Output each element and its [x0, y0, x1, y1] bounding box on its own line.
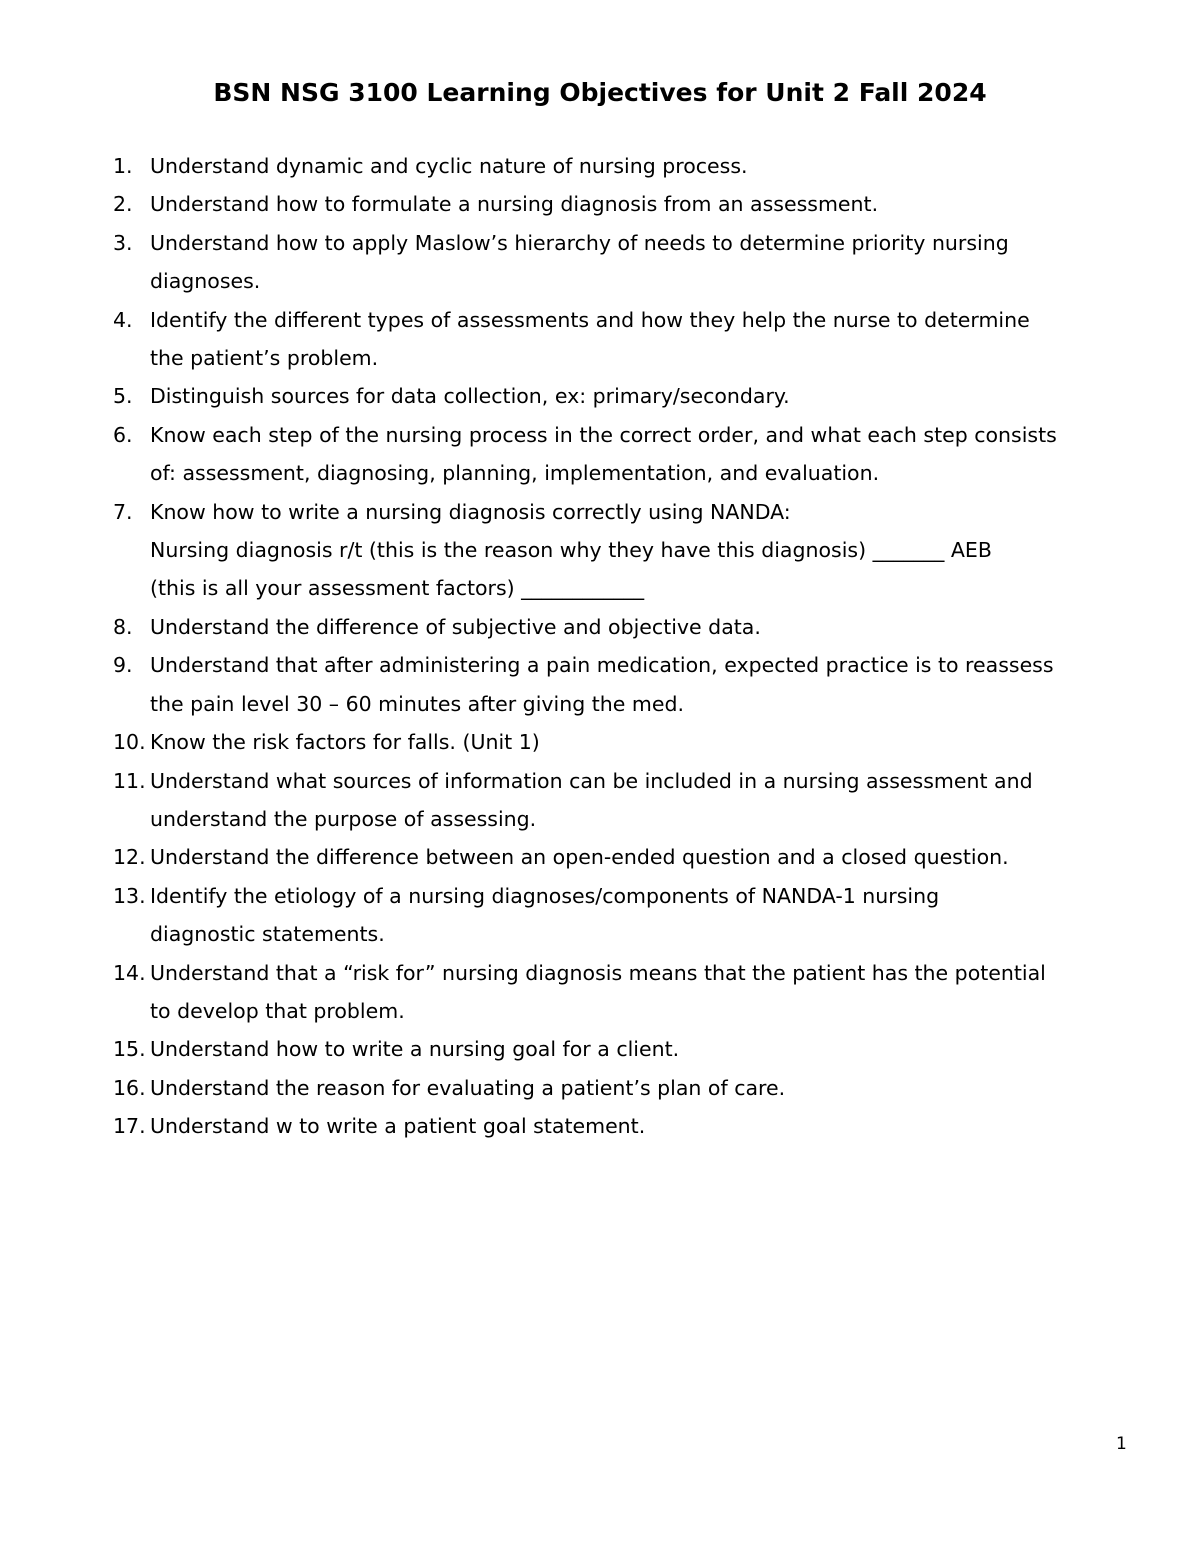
objective-text-line: Know how to write a nursing diagnosis correctly using NANDA:	[150, 499, 791, 524]
objective-text-line: the patient’s problem.	[150, 346, 379, 371]
objective-number: 4.	[113, 307, 133, 332]
objective-text-line: Know the risk factors for falls. (Unit 1)	[150, 730, 540, 755]
objective-number: 11.	[113, 768, 146, 793]
document-title: BSN NSG 3100 Learning Objectives for Unit 2 Fall 2024	[213, 78, 987, 107]
objective-text-line: (this is all your assessment factors) ____________	[150, 576, 645, 601]
objective-text-line: the pain level 30 – 60 minutes after giving the med.	[150, 691, 685, 716]
objective-text-line: Identify the etiology of a nursing diagnoses/components of NANDA-1 nursing	[150, 883, 940, 908]
objective-text-line: Understand dynamic and cyclic nature of nursing process.	[150, 154, 748, 178]
objective-item	[113, 185, 1143, 223]
objective-number: 17.	[113, 1114, 146, 1139]
objective-number: 8.	[113, 614, 133, 639]
objective-item	[113, 493, 1143, 608]
objective-number: 16.	[113, 1075, 146, 1100]
objective-text-line: Understand that a “risk for” nursing diagnosis means that the patient has the potential	[150, 960, 1046, 985]
objective-text-line: Understand the reason for evaluating a patient’s plan of care.	[150, 1075, 786, 1100]
objective-number: 7.	[113, 499, 133, 524]
objective-text-line: Understand what sources of information can be included in a nursing assessment and	[150, 768, 1033, 793]
objective-item	[113, 377, 1143, 415]
objective-text-line: Distinguish sources for data collection, ex: primary/secondary.	[150, 384, 790, 409]
objective-item	[113, 147, 1143, 185]
objective-text-line: Understand the difference between an open-ended question and a closed question.	[150, 845, 1009, 870]
objective-item	[113, 416, 1143, 493]
objective-number: 1.	[113, 154, 133, 178]
objective-number: 5.	[113, 384, 133, 409]
objective-item	[113, 1107, 1143, 1145]
objective-number: 6.	[113, 422, 133, 447]
objective-item	[113, 224, 1143, 301]
objective-number: 14.	[113, 960, 146, 985]
objective-text-line: Understand how to apply Maslow’s hierarchy of needs to determine priority nursing	[150, 230, 1009, 255]
page-number: 1	[1116, 1434, 1127, 1454]
objective-text-line: Understand how to formulate a nursing diagnosis from an assessment.	[150, 192, 879, 217]
objective-item	[113, 608, 1143, 646]
objective-item	[113, 838, 1143, 876]
objective-number: 12.	[113, 845, 146, 870]
objective-number: 15.	[113, 1037, 146, 1062]
objective-text-line: diagnoses.	[150, 269, 261, 294]
objective-text-line: of: assessment, diagnosing, planning, implementation, and evaluation.	[150, 461, 880, 486]
objective-item	[113, 1069, 1143, 1107]
objective-item	[113, 762, 1143, 839]
objective-item	[113, 301, 1143, 378]
objective-text-line: Understand the difference of subjective and objective data.	[150, 614, 761, 639]
objective-text-line: Understand that after administering a pain medication, expected practice is to reassess	[150, 653, 1054, 678]
objective-item	[113, 1030, 1143, 1068]
objective-number: 2.	[113, 192, 133, 217]
objectives-list	[113, 147, 1143, 1146]
objective-item	[113, 723, 1143, 761]
objective-text-line: Know each step of the nursing process in the correct order, and what each step consists	[150, 422, 1057, 447]
objective-number: 9.	[113, 653, 133, 678]
objective-text-line: Identify the different types of assessments and how they help the nurse to determine	[150, 307, 1030, 332]
objective-text-line: understand the purpose of assessing.	[150, 806, 537, 831]
objective-text-line: diagnostic statements.	[150, 922, 385, 947]
objective-number: 13.	[113, 883, 146, 908]
objective-text-line: Nursing diagnosis r/t (this is the reason why they have this diagnosis) _______ AEB	[150, 538, 992, 563]
objective-item	[113, 954, 1143, 1031]
objective-item	[113, 877, 1143, 954]
objective-item	[113, 646, 1143, 723]
objective-text-line: Understand w to write a patient goal statement.	[150, 1114, 646, 1139]
objective-number: 3.	[113, 230, 133, 255]
objective-number: 10.	[113, 730, 146, 755]
objective-text-line: to develop that problem.	[150, 998, 405, 1023]
objective-text-line: Understand how to write a nursing goal for a client.	[150, 1037, 680, 1062]
